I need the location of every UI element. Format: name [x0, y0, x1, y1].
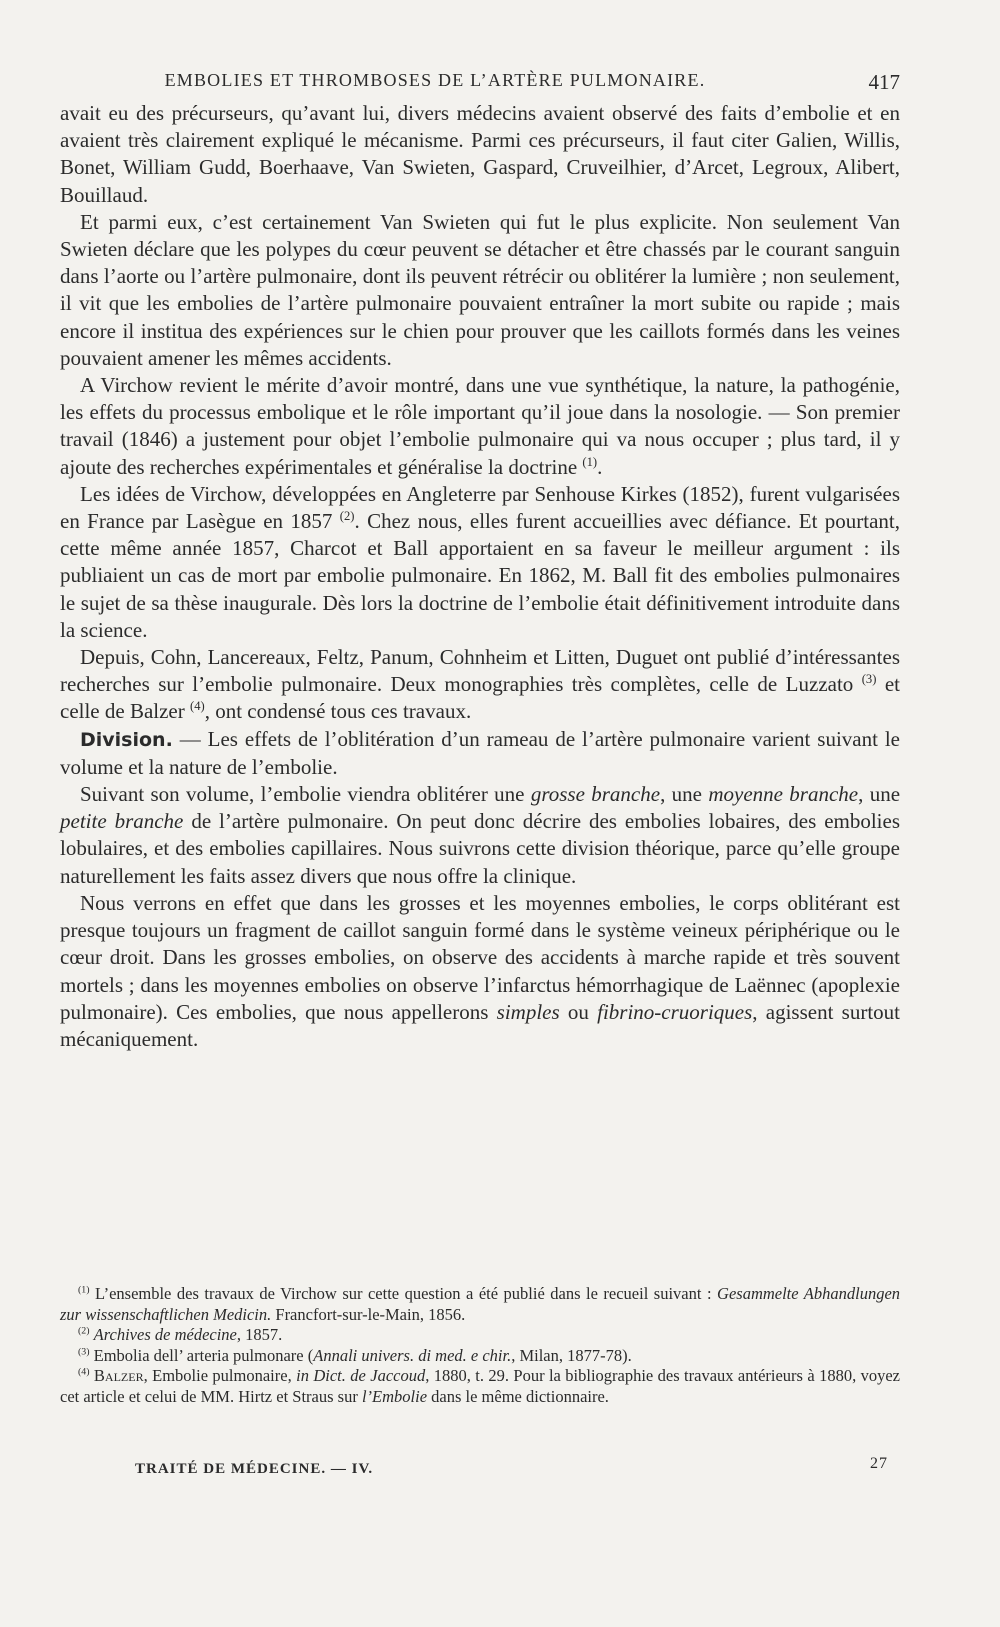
footnote-ref-2[interactable]: (2) [339, 509, 355, 524]
section-heading: Division. [80, 728, 173, 751]
footnote-1: $^{(1)}$ L’ensemble des travaux de Virchow sur cette question a été publié dans le recueil suivant : Gesammelte Abhandlungen zur wissenschaftlichen Medicin. Francfort-sur-le-Main, 1856. [60, 1284, 901, 1324]
footnote-ref-4[interactable]: (4) [190, 699, 205, 714]
paragraph-5: Depuis, Cohn, Lancereaux, Feltz, Panum, Cohnheim et Litten, Duguet ont publié d’intéressantes recherches sur l’embolie pulmonaire. Deux monographies très complètes, celle de Luzzato $^{(3)}$ et celle de Balzer $^{(4)}$, ont condensé tous ces travaux. [60, 645, 901, 724]
footnote-3: $^{(3)}$ Embolia dell’ arteria pulmonare (Annali univers. di med. e chir., Milan, 1877-78). [78, 1345, 632, 1365]
footnotes [60, 1284, 900, 1408]
page-footer [60, 1455, 900, 1485]
volume-title: TRAITÉ DE MÉDECINE. — IV. [135, 1461, 374, 1477]
paragraph-2: Et parmi eux, c’est certainement Van Swieten qui fut le plus explicite. Non seulement Van Swieten déclare que les polypes du cœur peuvent se détacher et être chassés par le courant sanguin dans l’aorte ou l’artère pulmonaire, dont ils peuvent rétrécir ou oblitérer la lumière ; non seulement, il vit que les embolies de l’artère pulmonaire pouvaient entraîner la mort subite ou rapide ; mais encore il institua des expériences sur le chien pour prouver que les caillots formés dans les veines pouvaient amener les mêmes accidents. [60, 209, 900, 370]
paragraph-7: Suivant son volume, l’embolie viendra oblitérer une grosse branche, une moyenne branche, une petite branche de l’artère pulmonaire. On peut donc décrire des embolies lobaires, des embolies lobulaires, et des embolies capillaires. Nous suivrons cette division théorique, parce qu’elle groupe naturellement les faits assez divers que nous offre la clinique. [60, 782, 901, 888]
paragraph-division: Division. — Les effets de l’oblitération d’un rameau de l’artère pulmonaire varient suivant le volume et la nature de l’embolie. [60, 726, 900, 779]
signature-mark: 27 [870, 1455, 888, 1472]
paragraph-8: Nous verrons en effet que dans les grosses et les moyennes embolies, le corps oblitérant est presque toujours un fragment de caillot sanguin formé dans le système veineux périphérique ou le cœur droit. Dans les grosses embolies, on observe des accidents à marche rapide et très souvent mortels ; dans les moyennes embolies on observe l’infarctus hémorrhagique de Laënnec (apoplexie pulmonaire). Ces embolies, que nous appellerons simples ou fibrino-cruoriques, agissent surtout mécaniquement. [60, 890, 900, 1051]
paragraph-1: avait eu des précurseurs, qu’avant lui, divers médecins avaient observé des faits d’embolie et en avaient très clairement expliqué le mécanisme. Parmi ces précurseurs, il faut citer Galien, Willis, Bonet, William Gudd, Boerhaave, Van Swieten, Gaspard, Cruveilhier, d’Arcet, Legroux, Alibert, Bouillaud. [60, 101, 900, 207]
main-text [60, 100, 900, 1053]
footnote-2: $^{(2)}$ Archives de médecine, 1857. [78, 1325, 283, 1345]
running-title: EMBOLIES ET THROMBOSES DE L’ARTÈRE PULMONAIRE. [164, 70, 706, 90]
page-number: 417 [868, 70, 900, 94]
footnote-ref-3[interactable]: (3) [861, 672, 877, 687]
paragraph-3: A Virchow revient le mérite d’avoir montré, dans une vue synthétique, la nature, la pathogénie, les effets du processus embolique et le rôle important qu’il joue dans la nosologie. — Son premier travail (1846) a justement pour objet l’embolie pulmonaire qui va nous occuper ; plus tard, il y ajoute des recherches expérimentales et généralise la doctrine $^{(1)}$. [60, 373, 900, 479]
footnote-ref-1[interactable]: (1) [582, 454, 598, 469]
footnote-4: $^{(4)}$ Balzer, Embolie pulmonaire, in Dict. de Jaccoud, 1880, t. 29. Pour la bibliographie des travaux antérieurs à 1880, voyez cet article et celui de MM. Hirtz et Straus sur l’Embolie dans le même dictionnaire. [60, 1366, 901, 1406]
running-header [60, 70, 900, 98]
paragraph-4: Les idées de Virchow, développées en Angleterre par Senhouse Kirkes (1852), furent vulgarisées en France par Lasègue en 1857 $^{(2)}$. Chez nous, elles furent accueillies avec défiance. Et pourtant, cette même année 1857, Charcot et Ball apportaient en sa faveur le meilleur argument : ils publiaient un cas de mort par embolie pulmonaire. En 1862, M. Ball fit des embolies pulmonaires le sujet de sa thèse inaugurale. Dès lors la doctrine de l’embolie était définitivement introduite dans la science. [60, 481, 901, 642]
